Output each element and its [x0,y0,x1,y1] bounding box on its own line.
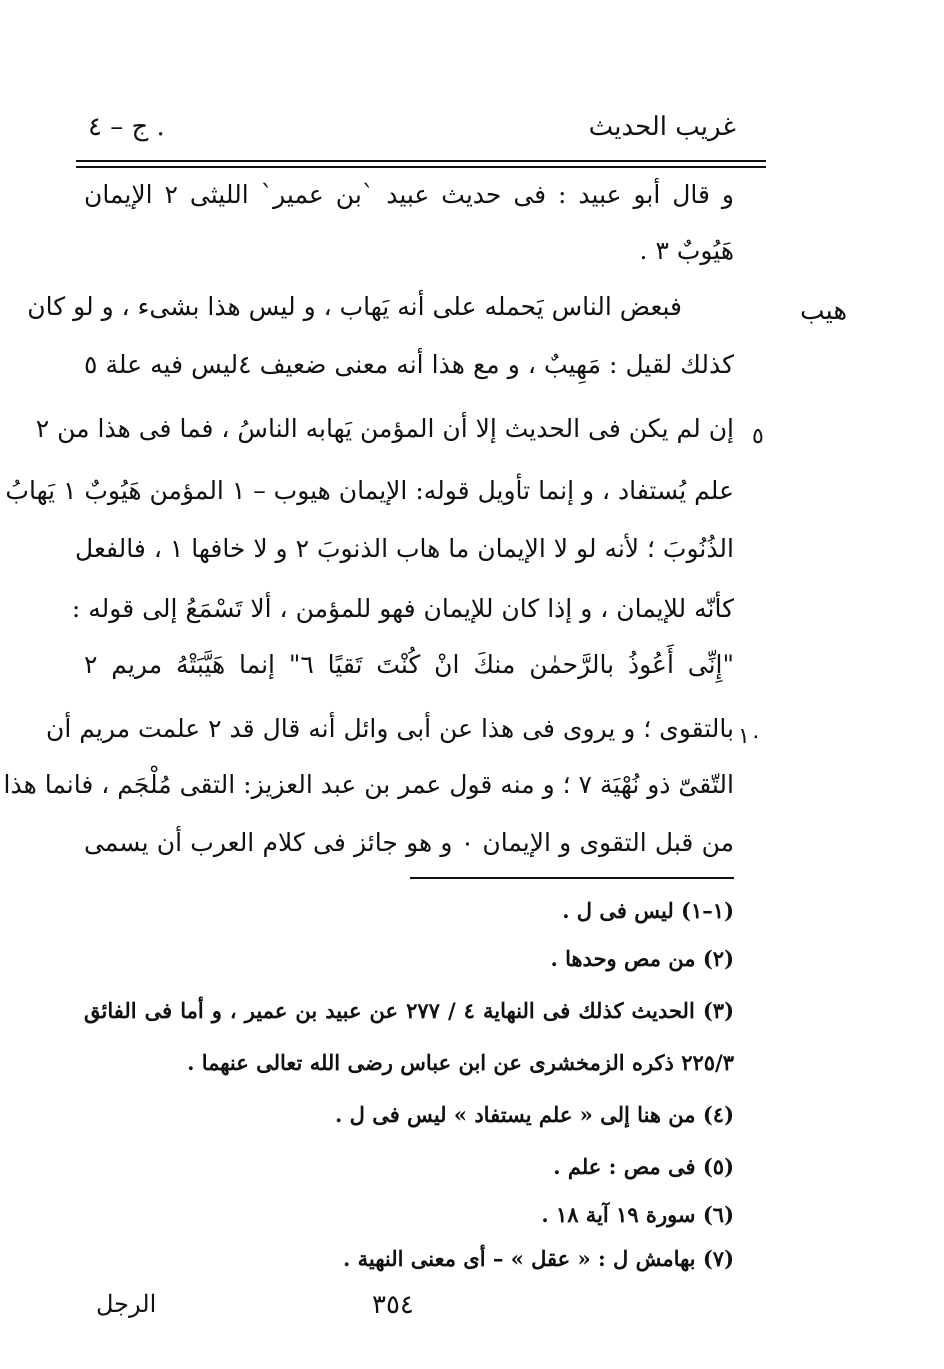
footnote: (٦) سورة ١٩ آية ١٨ . [541,1202,734,1227]
footnote: (٢) من مص وحدها . [550,946,734,971]
body-line: و قال أبو عبيد : فى حديث عبيد `بن عمير` الليثى ٢ الإيمان [84,180,734,209]
footnote: (٥) فى مص : علم . [553,1154,734,1179]
body-line: من قبل التقوى و الإيمان ٠ و هو جائز فى كلام العرب أن يسمى [84,828,734,857]
line-number-10: ١٠ [738,724,762,749]
footnote-separator [410,877,734,879]
body-line: بالتقوى ؛ و يروى فى هذا عن أبى وائل أنه قال قد ٢ علمت مريم أن [46,714,734,743]
body-line: التّقىّ ذو نُهْيَة ٧ ؛ و منه قول عمر بن عبد العزيز: التقى مُلْجَم ، فانما هذا [3,770,734,799]
footnote: (٧) بهامش ل : « عقل » – أى معنى النهية . [343,1246,734,1271]
volume-indicator: . ج – ٤ [88,112,165,142]
header-rule-top [76,160,766,162]
body-line: علم يُستفاد ، و إنما تأويل قوله: الإيمان هيوب – ١ المؤمن هَيُوبٌ ١ يَهابُ [5,476,734,505]
footnote: (٤) من هنا إلى « علم يستفاد » ليس فى ل . [335,1102,734,1127]
footnote-continuation: ٢٢٥/٣ ذكره الزمخشرى عن ابن عباس رضى الله تعالى عنهما . [187,1050,734,1075]
body-line: كأنّه للإيمان ، و إذا كان للإيمان فهو للمؤمن ، ألا تَسْمَعُ إلى قوله : [71,594,734,623]
line-number-5: ٥ [752,424,764,449]
header-rule-bottom [76,166,766,168]
catchword: الرجل [96,1290,157,1318]
body-line: كذلك لقيل : مَهِيبٌ ، و مع هذا أنه معنى ضعيف ٤ليس فيه علة ٥ [84,350,734,379]
footnote: (٣) الحديث كذلك فى النهاية ٤ / ٢٧٧ عن عبيد بن عمير ، و أما فى الفائق [84,998,734,1023]
page-number: ٣٥٤ [372,1290,414,1320]
running-title: غريب الحديث [588,112,736,142]
body-line: إن لم يكن فى الحديث إلا أن المؤمن يَهابه الناسُ ، فما فى هذا من ٢ [35,414,734,443]
margin-root-word: هيب [800,296,848,326]
body-line: هَيُوبٌ ٣ . [639,236,734,265]
footnote: (١–١) ليس فى ل . [562,898,734,923]
body-line: "إِنِّى أَعُوذُ بالرَّحمٰن منكَ انْ كُنْتَ تَقيًا ٦" إنما هَيَّبَتْهُ مريم ٢ [84,650,734,679]
body-line: فبعض الناس يَحمله على أنه يَهاب ، و ليس هذا بشىء ، و لو كان [27,292,682,321]
body-line: الذُنُوبَ ؛ لأنه لو لا الإيمان ما هاب الذنوبَ ٢ و لا خافها ١ ، فالفعل [75,534,734,563]
